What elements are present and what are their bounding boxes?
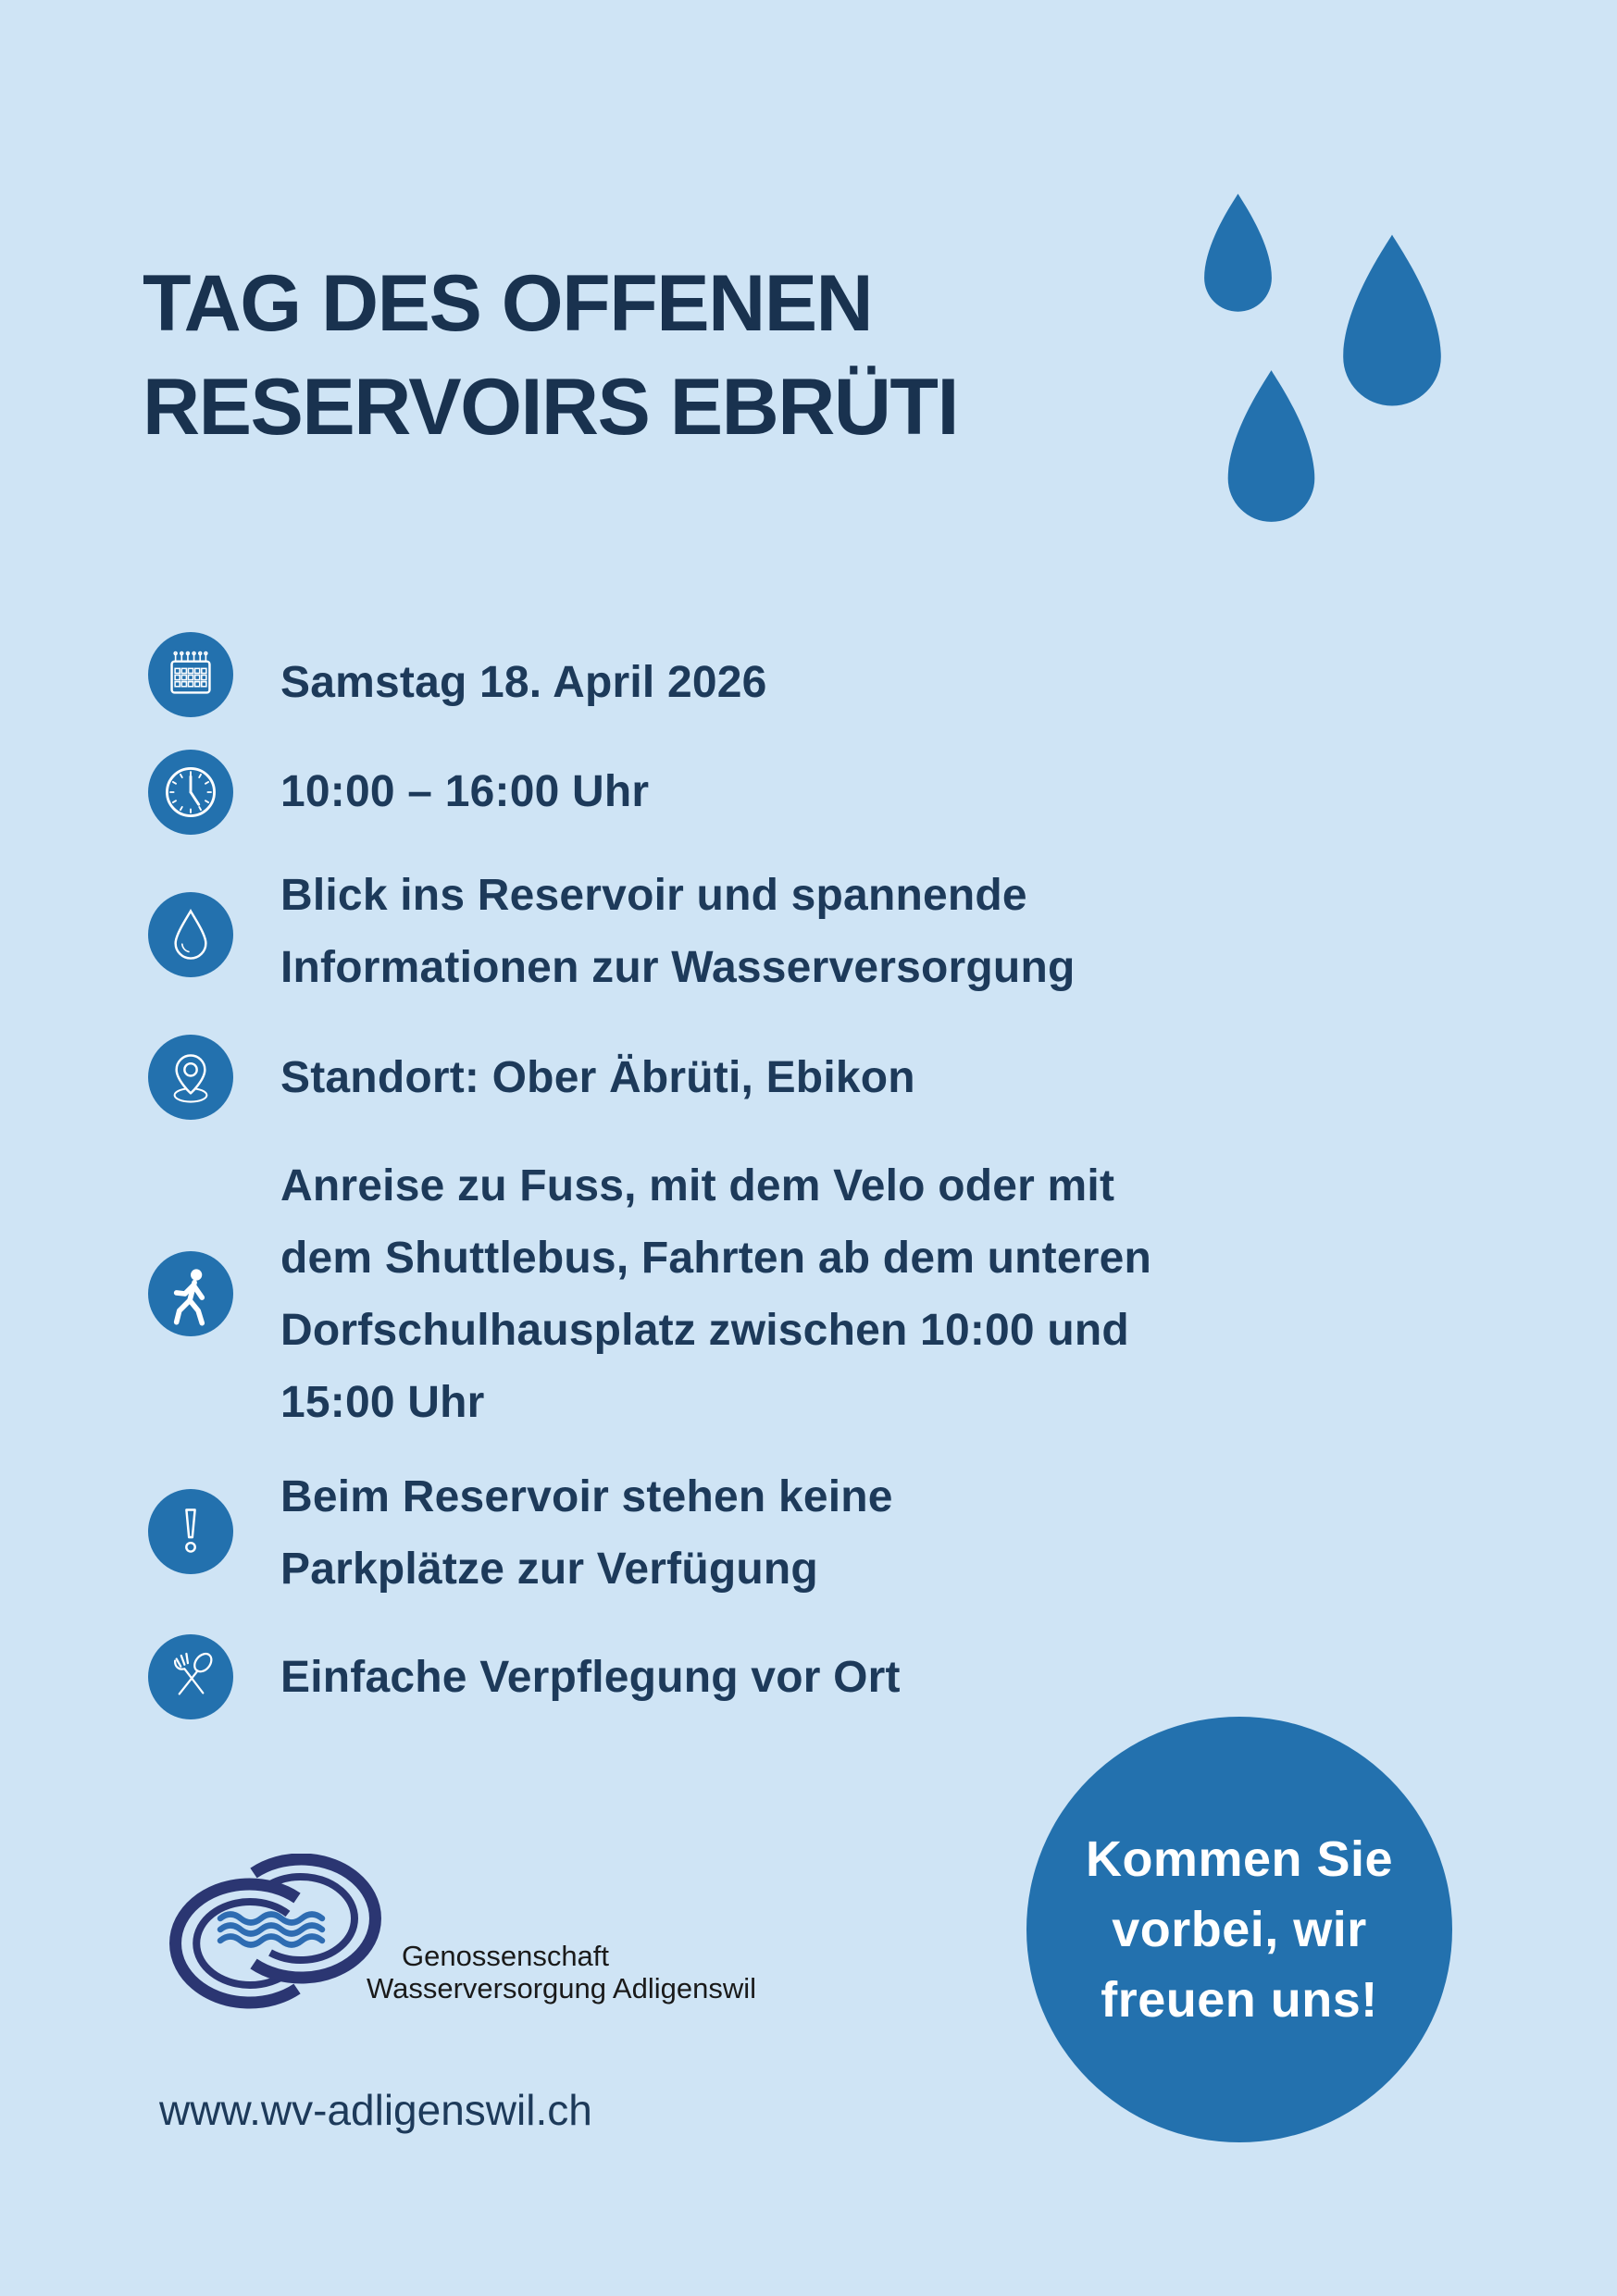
water-drop-icon (1331, 230, 1453, 426)
badge-line1: Kommen Sie (1085, 1831, 1394, 1887)
clock-icon (148, 750, 233, 835)
org-name (367, 1940, 756, 2004)
water-drop-icon (1217, 366, 1325, 540)
detail-text-date: Samstag 18. April 2026 (280, 658, 767, 707)
calendar-icon (148, 632, 233, 717)
location-pin-icon (148, 1035, 233, 1120)
pedestrian-icon (148, 1251, 233, 1336)
detail-text-program: Blick ins Reservoir und spannende Informationen zur Wasserversorgung (280, 871, 1076, 992)
org-name-line2: Wasserversorgung Adligenswil (367, 1972, 756, 2004)
detail-text-food: Einfache Verpflegung vor Ort (280, 1653, 901, 1702)
website-url: www.wv-adligenswil.ch (159, 2086, 592, 2134)
page-title-line1: TAG DES OFFENEN (143, 259, 873, 348)
badge-line3: freuen uns! (1101, 1972, 1378, 2028)
org-name-line1: Genossenschaft (402, 1940, 610, 1972)
detail-text-time: 10:00 – 16:00 Uhr (280, 767, 650, 816)
page-title-line2: RESERVOIRS EBRÜTI (143, 363, 958, 452)
detail-text-location: Standort: Ober Äbrüti, Ebikon (280, 1053, 915, 1102)
badge-line2: vorbei, wir (1112, 1902, 1367, 1957)
cutlery-icon (148, 1634, 233, 1719)
invitation-badge (1026, 1717, 1452, 2142)
detail-text-parking: Beim Reservoir stehen keine Parkplätze zur Verfügung (280, 1472, 893, 1594)
detail-text-travel: Anreise zu Fuss, mit dem Velo oder mit dem Shuttlebus, Fahrten ab dem unteren Dorfschulhausplatz zwischen 10:00 und 15:00 Uhr (280, 1161, 1152, 1427)
water-drop-icon (148, 892, 233, 977)
warning-exclamation-icon (148, 1489, 233, 1574)
page-title (143, 252, 958, 459)
org-logo-icon (153, 1854, 390, 2013)
water-drop-icon (1196, 190, 1280, 326)
